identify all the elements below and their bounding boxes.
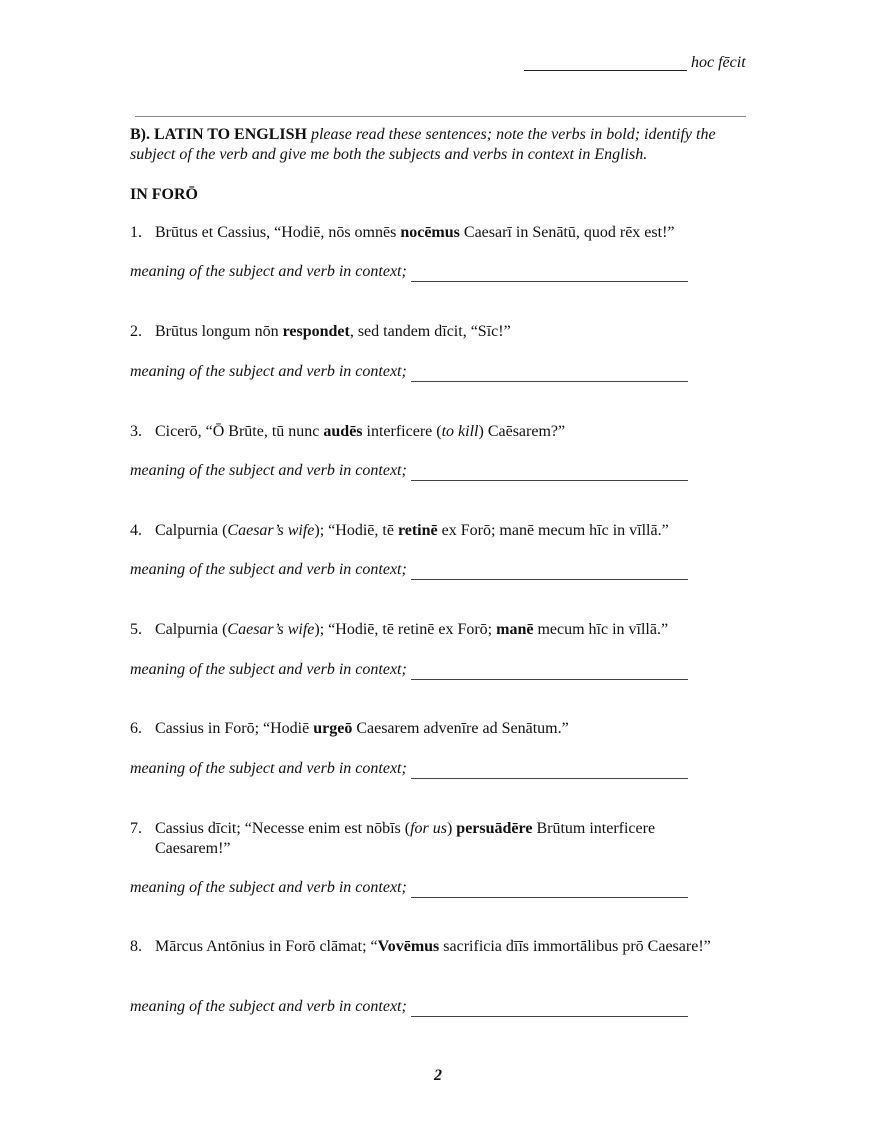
answer-blank[interactable] [411, 1000, 688, 1017]
item-sentence [155, 719, 730, 739]
sentence-text: Calpurnia ( [155, 621, 228, 638]
answer-prompt: meaning of the subject and verb in context; [130, 661, 407, 678]
item-number: 1. [130, 224, 142, 241]
answer-row [130, 759, 688, 779]
bold-verb: respondet [282, 323, 350, 340]
sentence-text: ) Caēsarem?” [478, 423, 566, 440]
bold-verb: retinē [397, 522, 438, 539]
sentence-text: Calpurnia ( [155, 522, 228, 539]
exercise-item [130, 620, 730, 640]
italic-gloss: for us [410, 820, 447, 837]
answer-row [130, 362, 688, 382]
answer-blank[interactable] [411, 762, 688, 779]
sentence-text: , sed tandem dīcit, “Sīc!” [349, 323, 511, 340]
sentence-text: Cicerō, “Ō Brūte, tū nunc [155, 423, 324, 440]
sentence-text: Mārcus Antōnius in Forō clāmat; “ [155, 938, 378, 955]
instructions-text: please read these sentences; note the verbs in bold; identify the subject of the verb and give me both the subjects and verbs in context in English. [130, 126, 716, 163]
answer-prompt: meaning of the subject and verb in context; [130, 998, 407, 1015]
italic-gloss: Caesar’s wife [227, 522, 315, 539]
sentence-text: Caesarī in Senātū, quod rēx est!” [459, 224, 675, 241]
answer-row [130, 560, 688, 580]
answer-blank[interactable] [411, 663, 688, 680]
item-number: 4. [130, 522, 142, 539]
signature-label: hoc fēcit [691, 54, 746, 71]
item-sentence [155, 422, 730, 442]
sentence-text: Caesarem advenīre ad Senātum.” [352, 720, 569, 737]
exercise-item [130, 322, 730, 342]
answer-prompt: meaning of the subject and verb in context; [130, 263, 407, 280]
sentence-text: Cassius dīcit; “Necesse enim est nōbīs ( [155, 820, 411, 837]
sentence-text: interficere ( [362, 423, 442, 440]
answer-row [130, 660, 688, 680]
bold-verb: persuādēre [456, 820, 533, 837]
bold-verb: urgeō [313, 720, 353, 737]
sentence-text: ) [446, 820, 457, 837]
item-number: 3. [130, 423, 142, 440]
answer-blank[interactable] [411, 265, 688, 282]
sentence-text: Brūtus longum nōn [155, 323, 283, 340]
item-number: 6. [130, 720, 142, 737]
item-sentence [155, 223, 730, 243]
sentence-text: mecum hīc in vīllā.” [533, 621, 669, 638]
exercise-item [130, 819, 730, 859]
answer-row [130, 997, 688, 1017]
item-number: 8. [130, 938, 142, 955]
exercise-item [130, 719, 730, 739]
answer-row [130, 878, 688, 898]
answer-blank[interactable] [411, 365, 688, 382]
sentence-text: ex Forō; manē mecum hīc in vīllā.” [437, 522, 669, 539]
answer-prompt: meaning of the subject and verb in context; [130, 462, 407, 479]
answer-row [130, 461, 688, 481]
answer-prompt: meaning of the subject and verb in context; [130, 561, 407, 578]
italic-gloss: Caesar’s wife [227, 621, 315, 638]
item-number: 7. [130, 820, 142, 837]
answer-prompt: meaning of the subject and verb in context; [130, 363, 407, 380]
answer-blank[interactable] [411, 881, 688, 898]
answer-prompt: meaning of the subject and verb in context; [130, 760, 407, 777]
item-sentence [155, 521, 730, 541]
exercise-item [130, 521, 730, 541]
sentence-text: ); “Hodiē, tē retinē ex Forō; [314, 621, 497, 638]
horizontal-rule [135, 116, 746, 117]
sentence-text: ); “Hodiē, tē [314, 522, 398, 539]
instructions-heading: B). LATIN TO ENGLISH [130, 126, 307, 143]
item-sentence [155, 819, 730, 859]
answer-blank[interactable] [411, 563, 688, 580]
bold-verb: manē [496, 621, 534, 638]
exercise-item [130, 937, 730, 957]
answer-prompt: meaning of the subject and verb in context; [130, 879, 407, 896]
sentence-text: Cassius in Forō; “Hodiē [155, 720, 314, 737]
item-number: 5. [130, 621, 142, 638]
sentence-text: Brūtum interficere Caesarem!” [155, 820, 656, 857]
exercise-item [130, 223, 730, 243]
sentence-text: Brūtus et Cassius, “Hodiē, nōs omnēs [155, 224, 401, 241]
exercise-item [130, 422, 730, 442]
bold-verb: Vovēmus [377, 938, 440, 955]
sentence-text: sacrificia dīīs immortālibus prō Caesare!” [439, 938, 711, 955]
answer-row [130, 262, 688, 282]
page-number: 2 [434, 1067, 442, 1084]
item-sentence [155, 322, 730, 342]
italic-gloss: to kill [441, 423, 479, 440]
item-sentence [155, 937, 730, 957]
section-title: IN FORŌ [130, 186, 198, 203]
answer-blank[interactable] [411, 464, 688, 481]
item-sentence [155, 620, 730, 640]
bold-verb: nocēmus [400, 224, 460, 241]
name-blank-line[interactable] [524, 52, 687, 71]
instructions [130, 125, 750, 165]
bold-verb: audēs [323, 423, 363, 440]
item-number: 2. [130, 323, 142, 340]
